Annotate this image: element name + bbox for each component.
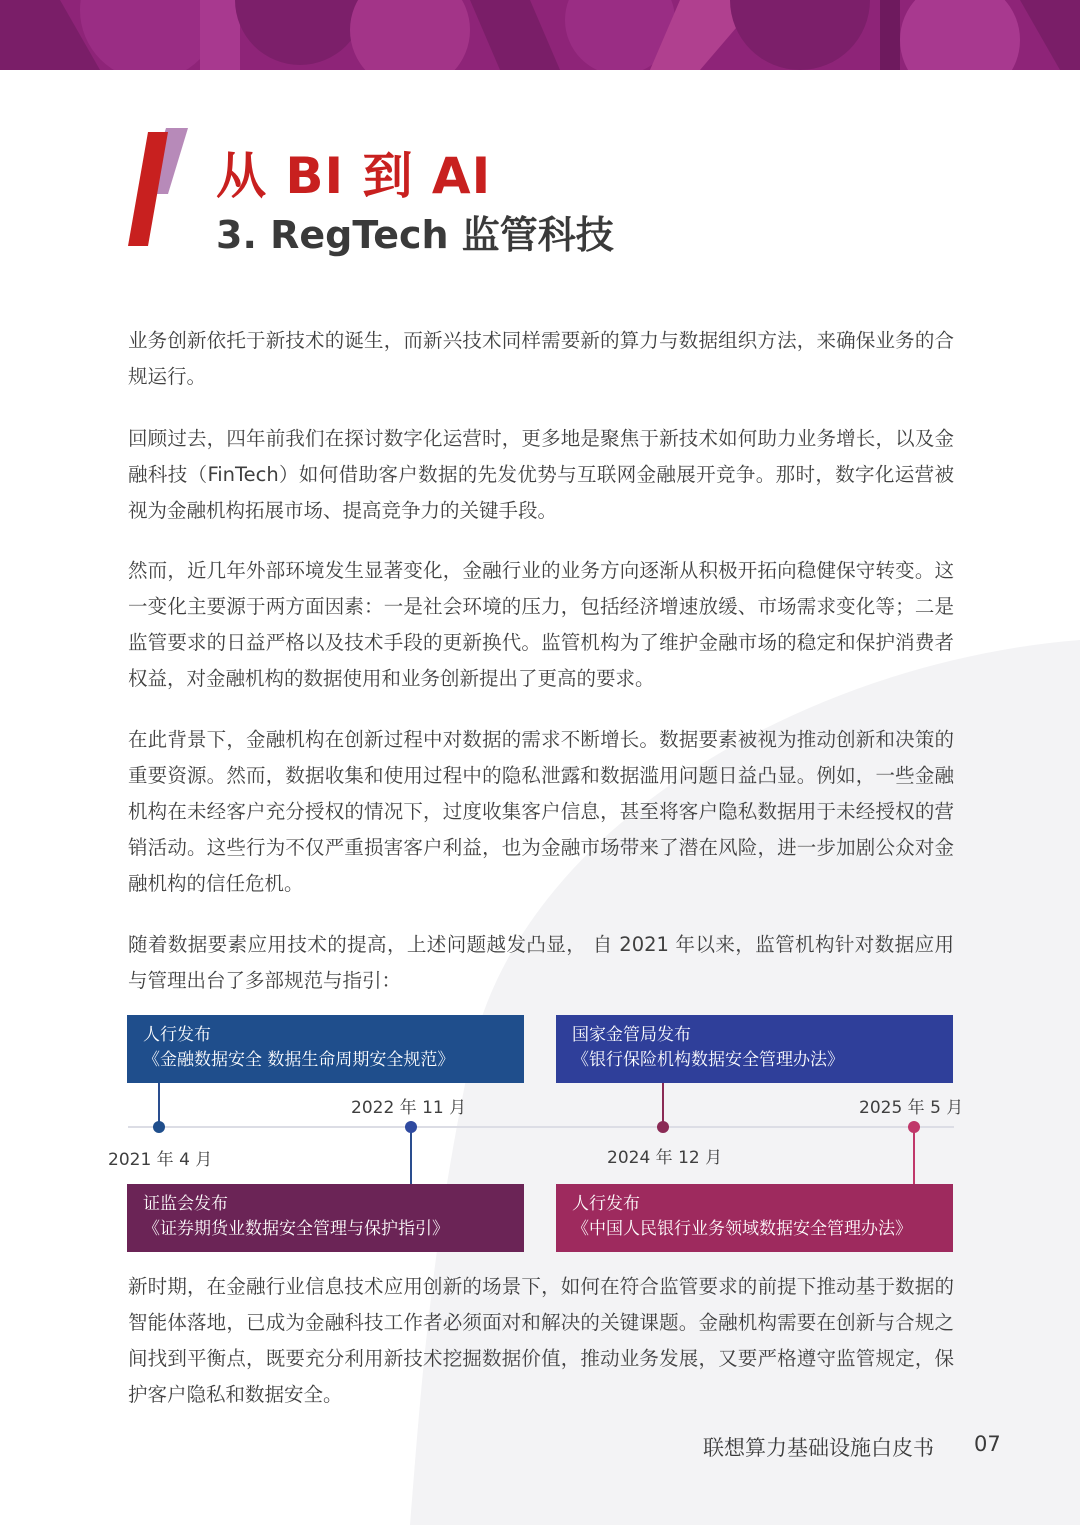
timeline-card <box>127 1184 524 1252</box>
paragraph-2: 回顾过去，四年前我们在探讨数字化运营时，更多地是聚焦于新技术如何助力业务增长，以及金融科技（FinTech）如何借助客户数据的先发优势与互联网金融展开竞争。那时，数字化运营被视为金融机构拓展市场、提高竞争力的关键手段。 <box>128 427 954 522</box>
timeline-card <box>556 1015 953 1083</box>
paragraph-4: 在此背景下，金融机构在创新过程中对数据的需求不断增长。数据要素被视为推动创新和决策的重要资源。然而，数据收集和使用过程中的隐私泄露和数据滥用问题日益凸显。例如，一些金融机构在未经客户充分授权的情况下，过度收集客户信息，甚至将客户隐私数据用于未经授权的营销活动。这些行为不仅严重损害客户利益，也为金融市场带来了潜在风险，进一步加剧公众对金融机构的信任危机。 <box>128 728 954 895</box>
timeline-issuer: 人行发布 <box>572 1194 640 1214</box>
timeline-dot <box>657 1121 669 1133</box>
timeline-issuer: 国家金管局发布 <box>572 1025 691 1045</box>
heading-slash-logo <box>126 126 190 248</box>
paragraph-5: 随着数据要素应用技术的提高，上述问题越发凸显， 自 2021 年以来，监管机构针对数据应用与管理出台了多部规范与指引： <box>128 933 954 992</box>
timeline-date: 2021 年 4 月 <box>108 1150 213 1170</box>
timeline-card <box>556 1184 953 1252</box>
paragraph-1: 业务创新依托于新技术的诞生，而新兴技术同样需要新的算力与数据组织方法，来确保业务的合规运行。 <box>128 329 954 388</box>
top-banner <box>0 0 1080 70</box>
page-number: 07 <box>974 1432 1001 1456</box>
page-title: 从 BI 到 AI <box>216 147 492 205</box>
timeline-stem <box>913 1128 915 1184</box>
timeline-document: 《金融数据安全 数据生命周期安全规范》 <box>143 1050 455 1070</box>
timeline-stem <box>410 1128 412 1184</box>
section-subtitle: 3. RegTech 监管科技 <box>216 213 614 257</box>
timeline-dot <box>405 1121 417 1133</box>
timeline-issuer: 人行发布 <box>143 1025 211 1045</box>
timeline-issuer: 证监会发布 <box>143 1194 228 1214</box>
timeline-card <box>127 1015 524 1083</box>
timeline-document: 《中国人民银行业务领域数据安全管理办法》 <box>572 1219 912 1239</box>
timeline-date: 2025 年 5 月 <box>859 1098 964 1118</box>
paragraph-3: 然而，近几年外部环境发生显著变化，金融行业的业务方向逐渐从积极开拓向稳健保守转变。这一变化主要源于两方面因素：一是社会环境的压力，包括经济增速放缓、市场需求变化等；二是监管要求的日益严格以及技术手段的更新换代。监管机构为了维护金融市场的稳定和保护消费者权益，对金融机构的数据使用和业务创新提出了更高的要求。 <box>128 559 954 690</box>
timeline-date: 2024 年 12 月 <box>607 1148 723 1168</box>
timeline-dot <box>153 1121 165 1133</box>
timeline-axis <box>128 1126 954 1128</box>
timeline-dot <box>908 1121 920 1133</box>
footer-title: 联想算力基础设施白皮书 <box>703 1436 934 1460</box>
paragraph-6: 新时期，在金融行业信息技术应用创新的场景下，如何在符合监管要求的前提下推动基于数据的智能体落地，已成为金融科技工作者必须面对和解决的关键课题。金融机构需要在创新与合规之间找到平衡点，既要充分利用新技术挖掘数据价值，推动业务发展，又要严格遵守监管规定，保护客户隐私和数据安全。 <box>128 1275 954 1406</box>
timeline-date: 2022 年 11 月 <box>351 1098 467 1118</box>
timeline-document: 《证券期货业数据安全管理与保护指引》 <box>143 1219 449 1239</box>
timeline-document: 《银行保险机构数据安全管理办法》 <box>572 1050 844 1070</box>
